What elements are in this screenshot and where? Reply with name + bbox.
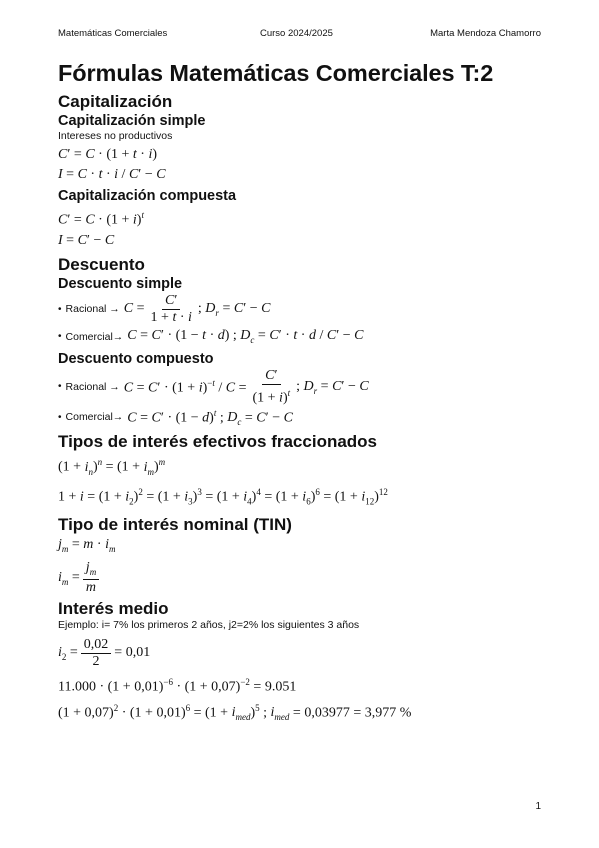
formula-desc-simple-comercial: • Comercial→ C = C′ · (1 − t · d) ; $D_c = C' \cdot t \cdot d / C' - C$ bbox=[58, 328, 364, 346]
heading-desc-simple: Descuento simple bbox=[58, 275, 183, 292]
heading-tipos-efectivos: Tipos de interés efectivos fraccionados bbox=[58, 432, 378, 452]
header-subject: Matemáticas Comerciales bbox=[58, 28, 168, 39]
heading-tin: Tipo de interés nominal (TIN) bbox=[58, 515, 292, 535]
page-header bbox=[58, 28, 541, 42]
heading-descuento: Descuento bbox=[58, 254, 145, 274]
formula-desc-compuesto-comercial: • Comercial→ $C = C' \cdot (1 - d)^t$ ; $D_c = C' - C$ bbox=[58, 407, 293, 428]
formula-i2: $i_2$ = $\frac{0,02}{2}$ = 0,01 bbox=[58, 636, 151, 669]
formula-tin-j: $j_m = m \cdot i_m$ bbox=[58, 537, 116, 555]
heading-interes-medio: Interés medio bbox=[58, 599, 169, 619]
formula-interes-medio: $(1 + 0,07)^2 \cdot (1 + 0,01)^6 = (1 + i_{med})^5$ ; $i_{med} = 0,03977 = 3,977$ % bbox=[58, 702, 412, 723]
heading-desc-compuesto: Descuento compuesto bbox=[58, 350, 214, 367]
page-title: Fórmulas Matemáticas Comerciales T:2 bbox=[58, 60, 494, 86]
page-number: 1 bbox=[535, 801, 541, 812]
document-body bbox=[58, 59, 548, 727]
formula-cap-compuesta-interes: I = C′ − C bbox=[58, 232, 115, 248]
heading-cap-compuesta: Capitalización compuesta bbox=[58, 188, 237, 204]
formula-ejemplo-valor: $11.000 \cdot (1 + 0,01)^{-6} \cdot (1 + 0,07)^{-2} = 9.051$ bbox=[58, 677, 297, 695]
formula-equivalencia-general: $(1 + i_n)^n = (1 + i_m)^m$ bbox=[58, 457, 166, 477]
formula-cap-simple-capital: C′ = C · (1 + t · i) bbox=[58, 147, 158, 162]
header-course: Curso 2024/2025 bbox=[260, 28, 333, 39]
note-intereses: Intereses no productivos bbox=[58, 130, 173, 142]
heading-cap-simple: Capitalización simple bbox=[58, 113, 206, 129]
header-author: Marta Mendoza Chamorro bbox=[430, 28, 541, 39]
formula-tin-i: $i_m$ = $\frac{j_m}{m}$ bbox=[58, 559, 548, 597]
formula-desc-compuesto-racional: • Racional → $C = C' \cdot (1 + i)^{-t} / C$ = $\frac{C'}{(1 + i)^t}$ ; $D_r = C' - C$ bbox=[58, 367, 369, 406]
note-ejemplo: Ejemplo: i= 7% los primeros 2 años, j2=2% los siguientes 3 años bbox=[58, 619, 360, 632]
heading-capitalizacion: Capitalización bbox=[58, 92, 173, 111]
formula-desc-simple-racional: • Racional → C = $\frac{C'}{1 + t \cdot i}$ ; $D_r = C' - C$ bbox=[58, 292, 271, 325]
formula-cap-simple-interes: I = C · t · i / C′ − C bbox=[58, 167, 166, 182]
formula-cap-compuesta-capital: $C' = C \cdot (1 + i)^t$ bbox=[58, 210, 144, 228]
formula-equivalencia-tipos: $1 + i = (1 + i_2)^2 = (1 + i_3)^3 = (1 + i_4)^4 = (1 + i_6)^6 = (1 + i_{12})^{12}$ bbox=[58, 486, 388, 507]
